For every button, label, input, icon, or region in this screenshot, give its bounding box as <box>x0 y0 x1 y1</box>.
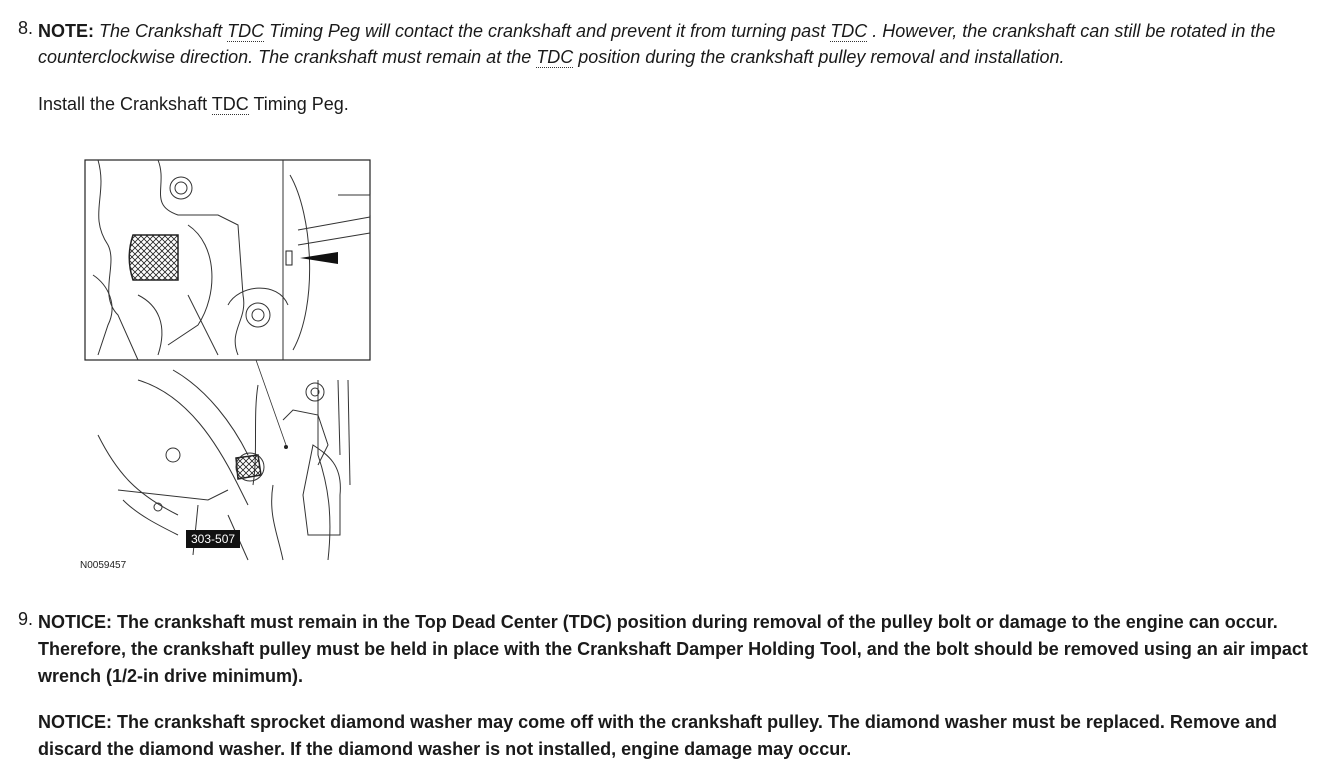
engine-line-drawing <box>78 155 378 565</box>
timing-peg-illustration <box>78 155 378 575</box>
step-8-note <box>38 18 1313 70</box>
tdc-abbreviation[interactable]: TDC <box>830 21 868 41</box>
note-text: Timing Peg will contact the crankshaft and prevent it from turning past <box>264 21 831 41</box>
step-number: 9. <box>18 609 34 629</box>
tdc-abbreviation[interactable]: TDC <box>211 94 249 114</box>
note-text: The Crankshaft <box>99 21 228 41</box>
step-9-notice-2: NOTICE: The crankshaft sprocket diamond washer may come off with the crankshaft pulley. The diamond washer must be replaced. Remove and discard the diamond washer. If the diamond washer is not installed, engine damage may occur. <box>38 712 1277 759</box>
tdc-abbreviation[interactable]: TDC <box>227 21 265 41</box>
instruction-text: Install the Crankshaft <box>38 94 212 114</box>
instruction-text: Timing Peg. <box>248 94 349 114</box>
tool-number-label: 303-507 <box>186 530 240 548</box>
step-number: 8. <box>18 18 34 38</box>
note-text: position during the crankshaft pulley removal and installation. <box>573 47 1065 67</box>
step-9-notice-1: NOTICE: The crankshaft must remain in the Top Dead Center (TDC) position during removal of the pulley bolt or damage to the engine can occur. Therefore, the crankshaft pulley must be held in place with the Crankshaft Damper Holding Tool, and the bolt should be removed using an air impact wrench (1/2-in drive minimum). <box>38 612 1308 686</box>
note-label: NOTE: <box>38 21 94 41</box>
step-8-instruction <box>38 91 349 117</box>
note-text: . However, the crankshaft can still be rotated in the counterclockwise direction. The crankshaft must remain at the <box>38 21 1276 67</box>
tdc-abbreviation[interactable]: TDC <box>536 47 574 67</box>
figure-id: N0059457 <box>80 560 127 571</box>
